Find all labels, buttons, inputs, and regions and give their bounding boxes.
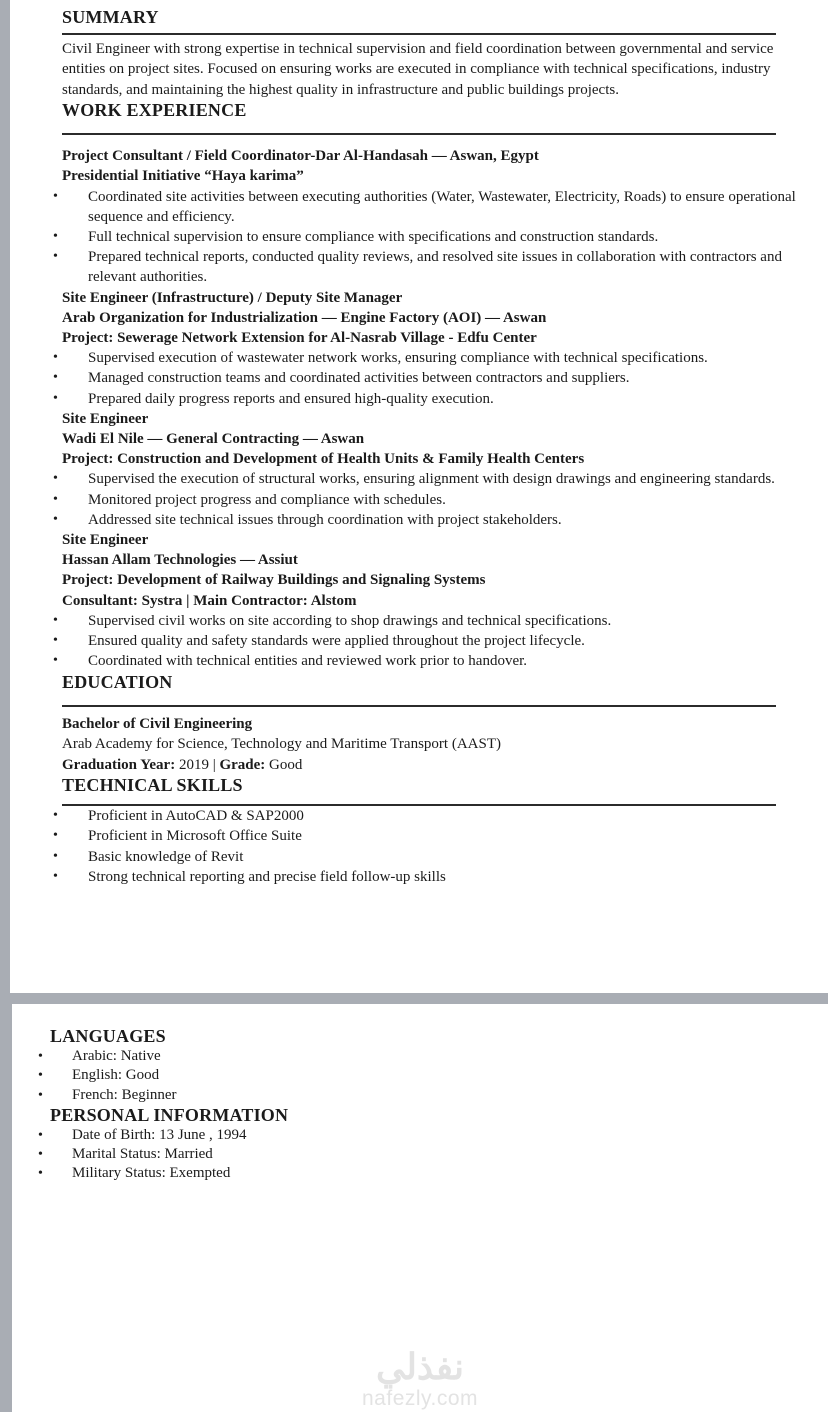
watermark-domain: nafezly.com: [362, 1386, 478, 1410]
technical-skills-section: [62, 775, 810, 887]
work-experience-heading: WORK EXPERIENCE: [62, 100, 247, 121]
bullet-item: • Monitored project progress and compliance with schedules.: [53, 490, 810, 510]
bullet-item: • Managed construction teams and coordinated activities between contractors and suppliers.: [53, 368, 810, 388]
education-section: [62, 672, 810, 776]
bullet-item: • Proficient in Microsoft Office Suite: [53, 826, 810, 846]
job-title: Project Consultant / Field Coordinator-Dar Al-Handasah — Aswan, Egypt: [62, 148, 539, 165]
bullet-item: • Marital Status: Married: [38, 1145, 810, 1164]
bullet-item: • Military Status: Exempted: [38, 1164, 810, 1183]
bullet-item: • Basic knowledge of Revit: [53, 847, 810, 867]
job-entry: [62, 530, 810, 671]
graduation-year-label: Graduation Year:: [62, 756, 176, 773]
education-entry: [62, 714, 810, 776]
job-project: Project: Sewerage Network Extension for Al-Nasrab Village - Edfu Center: [62, 330, 537, 347]
job-consultant: Consultant: Systra | Main Contractor: Alstom: [62, 592, 357, 609]
job-bullet-list: [62, 611, 810, 672]
degree-title: Bachelor of Civil Engineering: [62, 715, 253, 732]
bullet-item: • Ensured quality and safety standards were applied throughout the project lifecycle.: [53, 631, 810, 651]
personal-information-list: [50, 1126, 810, 1184]
summary-section: [62, 7, 810, 100]
bullet-item: • Date of Birth: 13 June , 1994: [38, 1126, 810, 1145]
job-company: Hassan Allam Technologies — Assiut: [62, 552, 298, 569]
job-bullet-list: [62, 187, 810, 288]
bullet-item: • Supervised the execution of structural works, ensuring alignment with design drawings and engineering standards.: [53, 469, 810, 489]
technical-skills-heading: TECHNICAL SKILLS: [62, 775, 243, 796]
job-bullet-list: [62, 469, 810, 530]
section-rule: [62, 705, 776, 707]
bullet-item: • French: Beginner: [38, 1086, 810, 1105]
languages-heading: LANGUAGES: [50, 1026, 166, 1046]
work-experience-section: [62, 100, 810, 671]
summary-paragraph: Civil Engineer with strong expertise in technical supervision and field coordination between governmental and service entities on project sites. Focused on ensuring works are executed in compliance with technical specifications, industry standards, and maintaining the highest quality in infrastructure and public buildings projects.: [62, 41, 774, 98]
bullet-item: • Arabic: Native: [38, 1047, 810, 1066]
section-rule: [62, 133, 776, 135]
job-project: Project: Development of Railway Buildings and Signaling Systems: [62, 572, 486, 589]
bullet-item: • Prepared technical reports, conducted quality reviews, and resolved site issues in collaboration with contractors and relevant authorities.: [53, 247, 810, 287]
bullet-item: • Coordinated site activities between executing authorities (Water, Wastewater, Electricity, Roads) to ensure operational sequence and efficiency.: [53, 187, 810, 227]
resume-page-2: [12, 1004, 828, 1412]
job-title: Site Engineer (Infrastructure) / Deputy Site Manager: [62, 289, 403, 306]
job-entry: [62, 409, 810, 530]
watermark-arabic-logo: نفذلي: [375, 1347, 465, 1388]
languages-list: [50, 1047, 810, 1105]
job-company: Arab Organization for Industrialization — Engine Factory (AOI) — Aswan: [62, 309, 547, 326]
job-entry: [62, 146, 810, 287]
school-name: Arab Academy for Science, Technology and Maritime Transport (AAST): [62, 736, 501, 753]
bullet-item: • Supervised execution of wastewater network works, ensuring compliance with technical specifications.: [53, 348, 810, 368]
job-subtitle: Presidential Initiative “Haya karima”: [62, 168, 304, 185]
resume-page-1: [10, 0, 828, 993]
skills-list: [62, 806, 810, 887]
job-title: Site Engineer: [62, 532, 149, 549]
job-project: Project: Construction and Development of Health Units & Family Health Centers: [62, 451, 585, 468]
grade-value: Good: [265, 756, 303, 773]
bullet-item: • Strong technical reporting and precise field follow-up skills: [53, 867, 810, 887]
personal-information-heading: PERSONAL INFORMATION: [50, 1104, 289, 1125]
graduation-line: [62, 755, 810, 776]
summary-heading: SUMMARY: [62, 7, 159, 27]
job-bullet-list: [62, 348, 810, 409]
languages-section: [50, 1026, 810, 1105]
personal-information-section: [50, 1105, 810, 1184]
bullet-item: • Supervised civil works on site according to shop drawings and technical specifications.: [53, 611, 810, 631]
education-heading: EDUCATION: [62, 671, 173, 692]
bullet-item: • Proficient in AutoCAD & SAP2000: [53, 806, 810, 826]
bullet-item: • Addressed site technical issues through coordination with project stakeholders.: [53, 510, 810, 530]
bullet-item: • Coordinated with technical entities and reviewed work prior to handover.: [53, 651, 810, 671]
job-company: Wadi El Nile — General Contracting — Aswan: [62, 431, 365, 448]
graduation-year-value: 2019 |: [175, 756, 220, 773]
job-list: [62, 146, 810, 671]
bullet-item: • Full technical supervision to ensure compliance with specifications and construction standards.: [53, 227, 810, 247]
bullet-item: • Prepared daily progress reports and ensured high-quality execution.: [53, 389, 810, 409]
job-entry: [62, 288, 810, 409]
job-title: Site Engineer: [62, 410, 149, 427]
bullet-item: • English: Good: [38, 1066, 810, 1085]
grade-label: Grade:: [219, 756, 266, 773]
section-rule: [62, 33, 776, 35]
nafezly-watermark: [12, 1349, 828, 1410]
